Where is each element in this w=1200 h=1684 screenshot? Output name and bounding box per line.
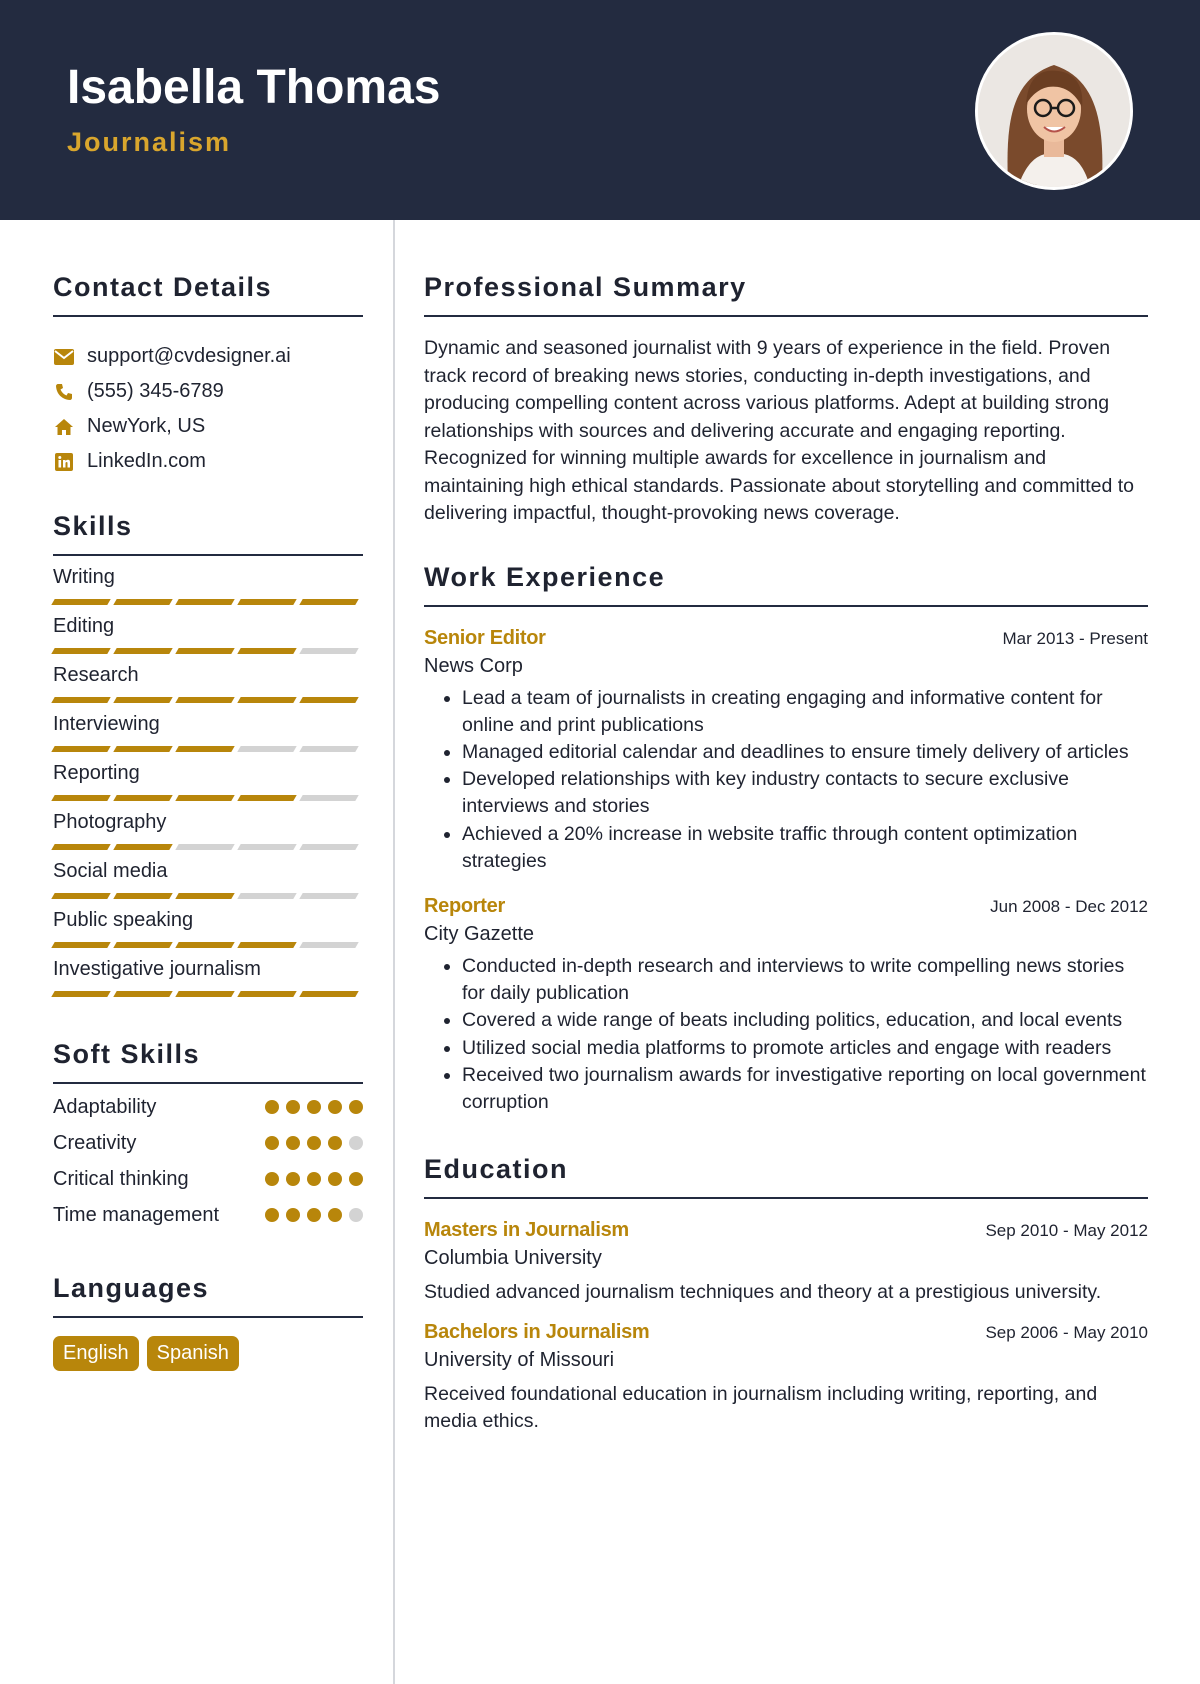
rating-dot bbox=[349, 1100, 363, 1114]
skill-level-segment bbox=[113, 893, 172, 899]
skill-level-segment bbox=[175, 893, 234, 899]
degree-title: Masters in Journalism bbox=[424, 1219, 629, 1242]
phone-icon bbox=[53, 381, 75, 403]
skill-level-bar bbox=[53, 746, 363, 752]
skill-name: Editing bbox=[53, 615, 115, 637]
languages-title: Languages bbox=[53, 1273, 363, 1318]
rating-dot bbox=[328, 1208, 342, 1222]
soft-skills-list bbox=[53, 1094, 363, 1229]
skill-name: Writing bbox=[53, 566, 115, 588]
contact-linkedin[interactable] bbox=[53, 444, 363, 479]
skill-level-segment bbox=[237, 844, 296, 850]
skill-level-segment bbox=[175, 795, 234, 801]
soft-skill-name: Creativity bbox=[53, 1132, 137, 1154]
skill-level-segment bbox=[113, 599, 172, 605]
skill-level-segment bbox=[237, 697, 296, 703]
skill-level-segment bbox=[113, 991, 172, 997]
skill-level-bar bbox=[53, 893, 363, 899]
skill-item bbox=[53, 909, 363, 948]
skill-level-bar bbox=[53, 648, 363, 654]
skill-level-segment bbox=[299, 893, 358, 899]
rating-dot bbox=[328, 1136, 342, 1150]
skill-level-segment bbox=[237, 991, 296, 997]
languages-section bbox=[53, 1273, 363, 1371]
skills-section bbox=[53, 511, 363, 997]
degree-title: Bachelors in Journalism bbox=[424, 1320, 650, 1343]
soft-skills-title: Soft Skills bbox=[53, 1039, 363, 1084]
job-company: News Corp bbox=[424, 654, 523, 677]
skill-level-bar bbox=[53, 697, 363, 703]
rating-dot bbox=[349, 1208, 363, 1222]
contact-email-text: support@cvdesigner.ai bbox=[87, 345, 291, 367]
job-company: City Gazette bbox=[424, 922, 535, 945]
soft-skill-item bbox=[53, 1202, 363, 1229]
job-bullets bbox=[424, 953, 1148, 1116]
skill-level-segment bbox=[51, 844, 110, 850]
resume-header bbox=[0, 0, 1200, 220]
job-date: Mar 2013 - Present bbox=[1002, 628, 1148, 648]
soft-skill-rating bbox=[265, 1172, 363, 1186]
rating-dot bbox=[265, 1136, 279, 1150]
skill-level-segment bbox=[175, 648, 234, 654]
soft-skill-item bbox=[53, 1166, 363, 1193]
education-description: Received foundational education in journalism including writing, reporting, and media ethics. bbox=[424, 1382, 1098, 1433]
rating-dot bbox=[286, 1136, 300, 1150]
skill-name: Research bbox=[53, 664, 139, 686]
school-name: University of Missouri bbox=[424, 1348, 615, 1371]
soft-skill-name: Critical thinking bbox=[53, 1168, 189, 1190]
skill-level-bar bbox=[53, 844, 363, 850]
education-description: Studied advanced journalism techniques and theory at a prestigious university. bbox=[424, 1281, 1102, 1304]
skill-level-segment bbox=[175, 991, 234, 997]
rating-dot bbox=[307, 1208, 321, 1222]
job-bullets bbox=[424, 685, 1148, 875]
skill-name: Social media bbox=[53, 860, 168, 882]
job-bullet: • Achieved a 20% increase in website traffic through content optimization strategies bbox=[462, 821, 1148, 875]
skill-level-bar bbox=[53, 795, 363, 801]
contact-location bbox=[53, 409, 363, 444]
job-bullet: • Utilized social media platforms to promote articles and engage with readers bbox=[462, 1035, 1148, 1062]
skill-level-segment bbox=[299, 648, 358, 654]
rating-dot bbox=[265, 1172, 279, 1186]
skill-level-segment bbox=[51, 795, 110, 801]
skill-level-segment bbox=[299, 599, 358, 605]
skill-level-segment bbox=[51, 746, 110, 752]
skill-level-segment bbox=[51, 991, 110, 997]
job-bullet: • Received two journalism awards for investigative reporting on local government corruption bbox=[462, 1062, 1148, 1116]
skill-level-segment bbox=[175, 746, 234, 752]
rating-dot bbox=[349, 1172, 363, 1186]
home-icon bbox=[53, 416, 75, 438]
contact-section bbox=[53, 272, 363, 479]
soft-skill-rating bbox=[265, 1100, 363, 1114]
skill-level-segment bbox=[237, 746, 296, 752]
skill-level-segment bbox=[175, 599, 234, 605]
skill-level-segment bbox=[51, 648, 110, 654]
job-bullet: • Covered a wide range of beats including politics, education, and local events bbox=[462, 1007, 1148, 1034]
job-title: Senior Editor bbox=[424, 626, 546, 649]
skill-name: Reporting bbox=[53, 762, 140, 784]
skill-level-segment bbox=[175, 844, 234, 850]
skill-level-segment bbox=[175, 697, 234, 703]
experience-section bbox=[424, 562, 1148, 1117]
contact-phone[interactable] bbox=[53, 374, 363, 409]
rating-dot bbox=[286, 1100, 300, 1114]
skill-level-segment bbox=[299, 844, 358, 850]
contact-location-text: NewYork, US bbox=[87, 415, 206, 437]
summary-title: Professional Summary bbox=[424, 272, 1148, 317]
skill-item bbox=[53, 566, 363, 605]
skill-level-bar bbox=[53, 942, 363, 948]
profile-photo bbox=[975, 32, 1133, 190]
contact-phone-text: (555) 345-6789 bbox=[87, 380, 224, 402]
skill-level-bar bbox=[53, 991, 363, 997]
skill-level-segment bbox=[113, 942, 172, 948]
linkedin-icon bbox=[53, 451, 75, 473]
skill-level-segment bbox=[299, 795, 358, 801]
rating-dot bbox=[286, 1172, 300, 1186]
school-name: Columbia University bbox=[424, 1247, 602, 1270]
rating-dot bbox=[328, 1100, 342, 1114]
profile-photo-illustration bbox=[978, 35, 1130, 187]
skill-level-segment bbox=[299, 697, 358, 703]
candidate-name: Isabella Thomas bbox=[67, 61, 441, 114]
summary-text: Dynamic and seasoned journalist with 9 years of experience in the field. Proven track record of breaking news stories, conducting in-depth investigations, and producing compelling content across various platforms. Adept at building strong relationships with sources and delivering accurate and engaging reporting. Recognized for winning multiple awards for excellence in journalism and maintaining high ethical standards. Passionate about storytelling and committed to delivering impactful, thought-provoking news coverage. bbox=[424, 337, 1134, 524]
language-badge: English bbox=[53, 1336, 139, 1371]
soft-skill-rating bbox=[265, 1208, 363, 1222]
soft-skill-name: Time management bbox=[53, 1204, 219, 1226]
skill-level-segment bbox=[237, 599, 296, 605]
skill-level-segment bbox=[113, 648, 172, 654]
skill-item bbox=[53, 958, 363, 997]
rating-dot bbox=[307, 1100, 321, 1114]
skill-item bbox=[53, 762, 363, 801]
skill-item bbox=[53, 713, 363, 752]
rating-dot bbox=[265, 1208, 279, 1222]
skill-level-segment bbox=[237, 795, 296, 801]
skill-item bbox=[53, 664, 363, 703]
job-title: Reporter bbox=[424, 894, 505, 917]
skill-level-segment bbox=[51, 893, 110, 899]
soft-skill-rating bbox=[265, 1136, 363, 1150]
rating-dot bbox=[349, 1136, 363, 1150]
skill-level-segment bbox=[237, 942, 296, 948]
skill-level-bar bbox=[53, 599, 363, 605]
skill-name: Public speaking bbox=[53, 909, 194, 931]
job-bullet: • Conducted in-depth research and interviews to write compelling news stories for daily publication bbox=[462, 953, 1148, 1007]
skill-level-segment bbox=[237, 648, 296, 654]
skill-level-segment bbox=[51, 697, 110, 703]
job-bullet: • Lead a team of journalists in creating engaging and informative content for online and print publications bbox=[462, 685, 1148, 739]
languages-list bbox=[53, 1336, 363, 1371]
rating-dot bbox=[307, 1136, 321, 1150]
main-content bbox=[424, 220, 1148, 1436]
language-badge: Spanish bbox=[147, 1336, 239, 1371]
soft-skill-item bbox=[53, 1130, 363, 1157]
summary-section bbox=[424, 272, 1148, 528]
experience-title: Work Experience bbox=[424, 562, 1148, 607]
rating-dot bbox=[328, 1172, 342, 1186]
contact-linkedin-text: LinkedIn.com bbox=[87, 450, 206, 472]
skill-level-segment bbox=[299, 942, 358, 948]
skill-level-segment bbox=[51, 942, 110, 948]
contact-title: Contact Details bbox=[53, 272, 363, 317]
skills-title: Skills bbox=[53, 511, 363, 556]
column-divider bbox=[393, 220, 395, 1684]
skill-level-segment bbox=[113, 697, 172, 703]
soft-skill-name: Adaptability bbox=[53, 1096, 157, 1118]
sidebar bbox=[53, 220, 363, 1371]
job-bullet: • Managed editorial calendar and deadlines to ensure timely delivery of articles bbox=[462, 739, 1148, 766]
contact-email[interactable] bbox=[53, 339, 363, 374]
candidate-role: Journalism bbox=[67, 127, 232, 157]
education-date: Sep 2010 - May 2012 bbox=[985, 1221, 1148, 1241]
envelope-icon bbox=[53, 346, 75, 368]
skill-item bbox=[53, 615, 363, 654]
soft-skills-section bbox=[53, 1039, 363, 1229]
skill-level-segment bbox=[113, 795, 172, 801]
skill-level-segment bbox=[113, 746, 172, 752]
job-date: Jun 2008 - Dec 2012 bbox=[990, 896, 1148, 916]
skill-item bbox=[53, 860, 363, 899]
skill-level-segment bbox=[51, 599, 110, 605]
skills-list bbox=[53, 566, 363, 997]
job-entry bbox=[424, 895, 1148, 1116]
skill-name: Investigative journalism bbox=[53, 958, 261, 980]
education-date: Sep 2006 - May 2010 bbox=[985, 1322, 1148, 1342]
skill-name: Photography bbox=[53, 811, 167, 833]
rating-dot bbox=[265, 1100, 279, 1114]
skill-level-segment bbox=[175, 942, 234, 948]
skill-level-segment bbox=[237, 893, 296, 899]
soft-skill-item bbox=[53, 1094, 363, 1121]
job-bullet: • Developed relationships with key industry contacts to secure exclusive interviews and stories bbox=[462, 766, 1148, 820]
education-title: Education bbox=[424, 1154, 1148, 1199]
education-entry bbox=[424, 1219, 1148, 1307]
skill-level-segment bbox=[113, 844, 172, 850]
rating-dot bbox=[286, 1208, 300, 1222]
skill-name: Interviewing bbox=[53, 713, 160, 735]
skill-item bbox=[53, 811, 363, 850]
job-entry bbox=[424, 627, 1148, 875]
education-entry bbox=[424, 1321, 1148, 1436]
education-section bbox=[424, 1154, 1148, 1436]
skill-level-segment bbox=[299, 991, 358, 997]
skill-level-segment bbox=[299, 746, 358, 752]
rating-dot bbox=[307, 1172, 321, 1186]
